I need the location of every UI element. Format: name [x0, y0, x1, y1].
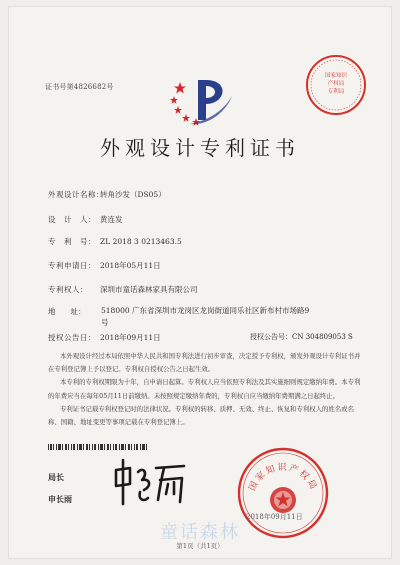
watermark: 童话森林	[160, 522, 240, 543]
certificate-page	[8, 6, 392, 559]
filing-date-label: 专利申请日：	[48, 261, 96, 270]
patentee-value: 深圳市童话森林家具有限公司	[100, 285, 198, 294]
address-value: 518000 广东省深圳市龙岗区龙岗街道同乐社区新布村市场路9号	[101, 306, 310, 327]
svg-text:专利局: 专利局	[327, 89, 345, 95]
top-seal	[304, 53, 368, 117]
design-name-value: 转角沙发（DS05）	[100, 190, 166, 199]
patentee-row	[48, 284, 198, 295]
patent-office-logo	[168, 76, 238, 128]
address-label: 地 址：	[48, 307, 86, 316]
announce-date-row	[48, 332, 161, 343]
body-paragraph: 本外观设计经过本局依照中华人民共和国专利法进行初步审查，决定授予专利权，颁发外观设计专利证书并在专利登记簿上予以登记。专利权自授权公告之日起生效。	[48, 352, 361, 374]
director-name: 申长雨	[48, 495, 72, 504]
filing-date-row	[48, 260, 161, 271]
designer-label: 设 计 人：	[48, 215, 96, 224]
body-paragraph: 本专利的专利权期限为十年，自申请日起算。专利权人应当依照专利法及其实施细则规定缴纳年费。本专利的年费应当在每年05月11日前缴纳。未按照规定缴纳年费的，专利权自应当缴纳年费期满之日起终止。	[48, 378, 361, 400]
design-name-row	[48, 189, 166, 200]
design-name-label: 外观设计名称：	[48, 190, 104, 199]
patent-number-label: 专 利 号：	[48, 237, 96, 246]
body-paragraph: 专利证书记载专利权登记时的法律状况。专利权的转移、质押、无效、终止、恢复和专利权人的姓名或名称、国籍、地址变更等事项记载在专利登记簿上。	[48, 404, 354, 427]
page-number: 第1页（共1页）	[176, 542, 224, 550]
svg-text:产权局: 产权局	[327, 81, 345, 87]
announce-date-value: 2018年09月11日	[100, 333, 161, 342]
barcode	[48, 444, 148, 450]
publication-number: 授权公告号：CN 304809053 S	[250, 333, 353, 341]
designer-value: 黄连发	[100, 215, 123, 224]
announce-date-label: 授权公告日：	[48, 333, 96, 342]
patent-number-value: ZL 2018 3 0213463.5	[100, 237, 182, 246]
patentee-label: 专利权人：	[48, 285, 88, 294]
seal-date: 2018年09月11日	[246, 513, 303, 521]
filing-date-value: 2018年05月11日	[100, 261, 161, 270]
certificate-number: 证书号第4826682号	[45, 83, 114, 91]
seal-text: 国家知识产权局	[247, 463, 319, 493]
director-title: 局长	[48, 473, 64, 482]
patent-number-row	[48, 236, 182, 247]
designer-row	[48, 214, 123, 225]
director-signature	[108, 456, 188, 512]
certificate-title: 外观设计专利证书	[100, 136, 300, 160]
certificate-body	[48, 350, 364, 429]
svg-text:国家知识: 国家知识	[324, 73, 348, 79]
